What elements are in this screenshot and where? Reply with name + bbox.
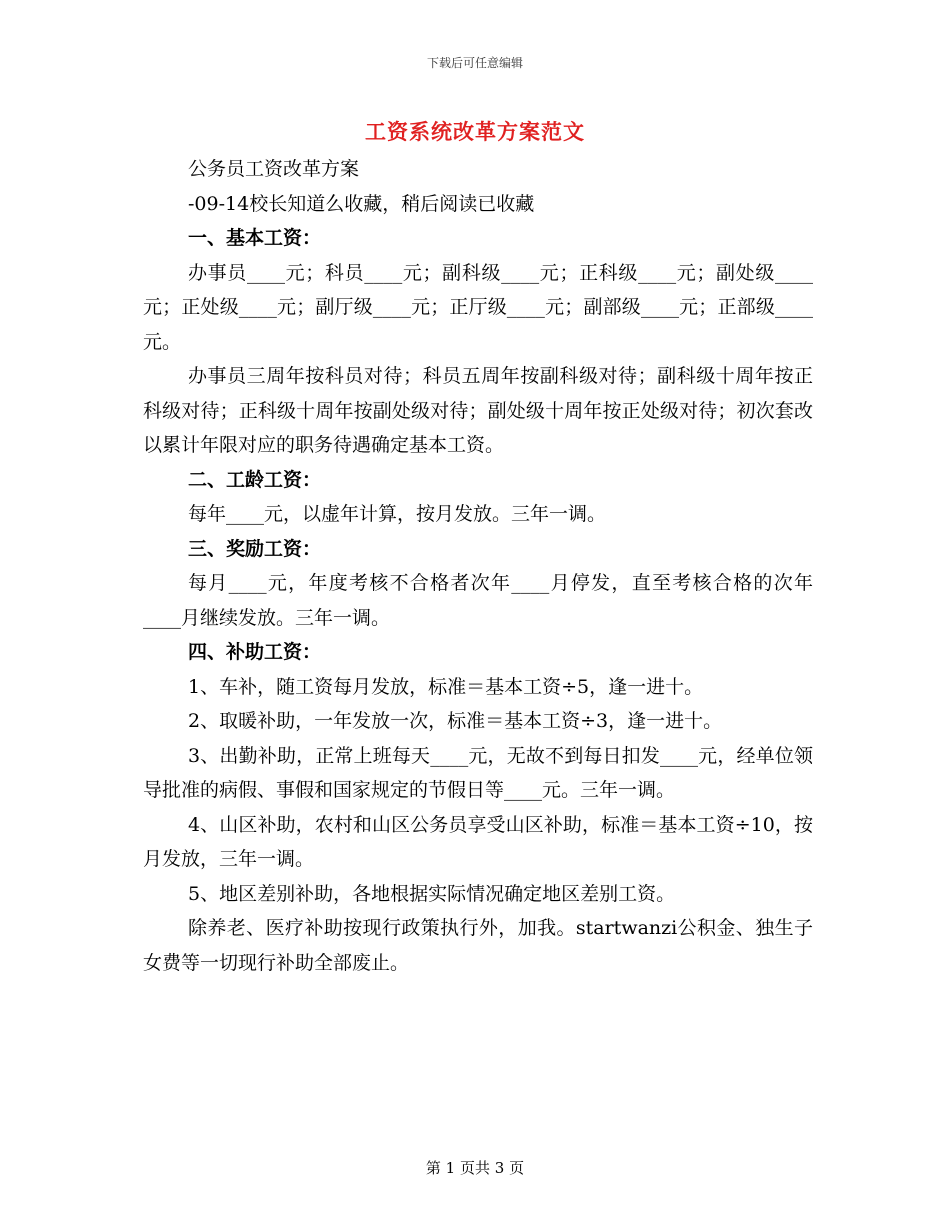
section-heading-allowances: 四、补助工资： [188,641,322,663]
paragraph-seniority-pay: 每年____元，以虚年计算，按月发放。三年一调。 [188,503,607,525]
page-header-note: 下载后可任意编辑 [426,56,523,70]
paragraph-bonus-pay: 每月____元，年度考核不合格者次年____月停发，直至考核合格的次年____月继续发放。三年一调。 [143,572,813,629]
paragraph-allowance-2: 2、取暖补助，一年发放一次，标准＝基本工资÷3，逢一进十。 [188,710,723,732]
page-footer: 第 1 页共 3 页 [425,1159,525,1177]
paragraph-closing: 除养老、医疗补助按现行政策执行外，加我。startwanzi公积金、独生子女费等一切现行补助全部废止。 [143,917,813,974]
paragraph-subtitle: 公务员工资改革方案 [188,158,360,180]
section-heading-seniority-pay: 二、工龄工资： [188,468,322,491]
document-body [143,152,813,980]
paragraph-basic-salary-rates: 办事员____元；科员____元；副科级____元；正科级____元；副处级____元；正处级____元；副厅级____元；正厅级____元；副部级____元；正部级____元。 [143,261,813,353]
paragraph-allowance-3: 3、出勤补助，正常上班每天____元，无故不到每日扣发____元，经单位领导批准的病假、事假和国家规定的节假日等____元。三年一调。 [143,744,813,801]
paragraph-allowance-1: 1、车补，随工资每月发放，标准＝基本工资÷5，逢一进十。 [188,675,704,698]
paragraph-allowance-4: 4、山区补助，农村和山区公务员享受山区补助，标准＝基本工资÷10，按月发放，三年一调。 [143,813,813,870]
section-heading-bonus-pay: 三、奖励工资： [188,537,322,560]
paragraph-meta: -09-14校长知道么收藏，稍后阅读已收藏 [188,192,535,215]
paragraph-allowance-5: 5、地区差别补助，各地根据实际情况确定地区差别工资。 [188,882,676,905]
section-heading-basic-salary: 一、基本工资： [188,227,322,249]
paragraph-basic-salary-rules: 办事员三周年按科员对待；科员五周年按副科级对待；副科级十周年按正科级对待；正科级十周年按副处级对待；副处级十周年按正处级对待；初次套改以累计年限对应的职务待遇确定基本工资。 [143,365,813,456]
document-title: 工资系统改革方案范文 [365,119,585,144]
